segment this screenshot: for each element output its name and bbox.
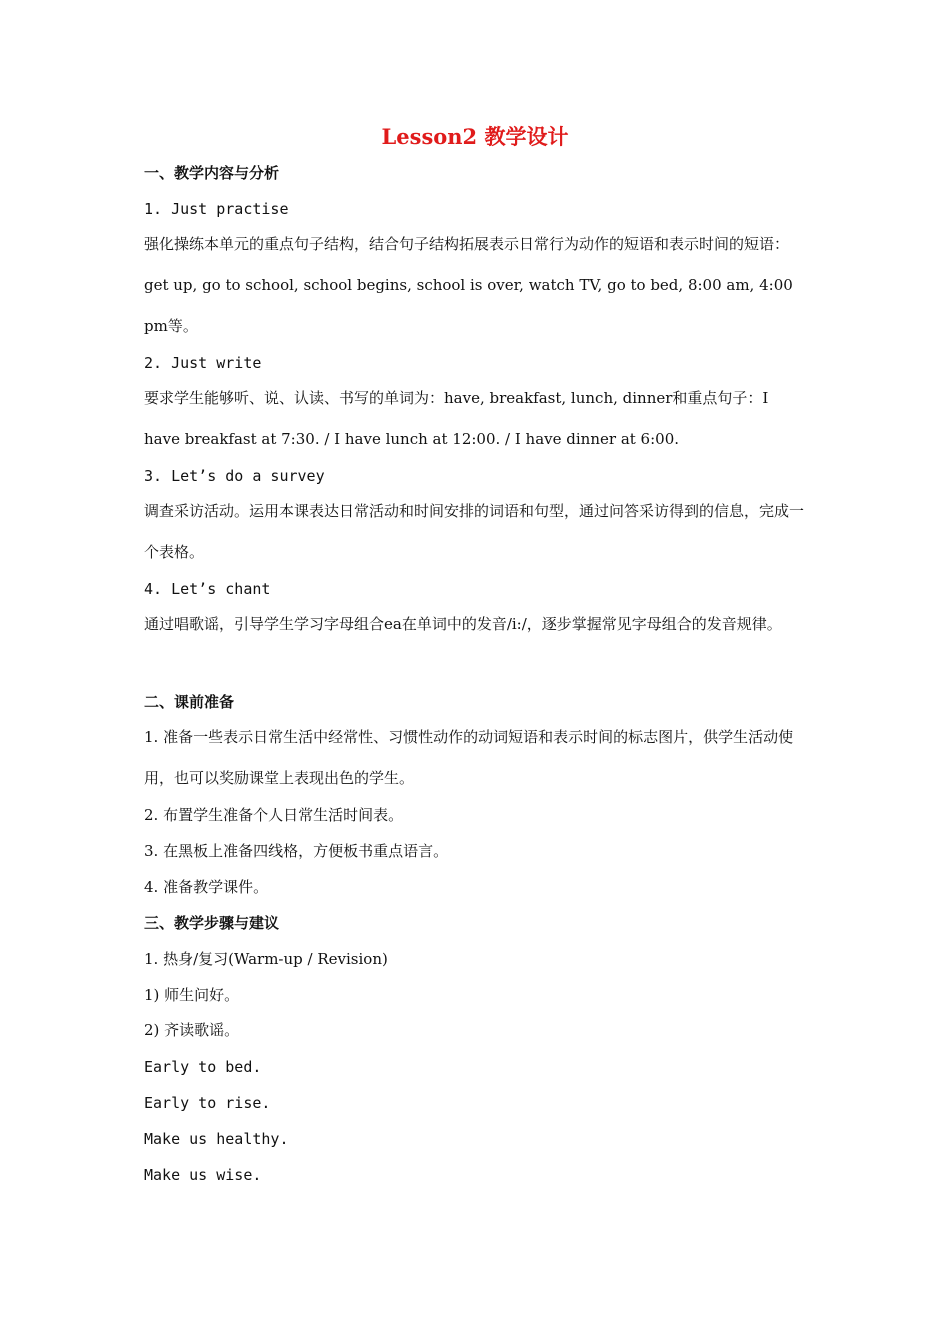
section1-item2-text: 要求学生能够听、说、认读、书写的单词为：have, breakfast, lunch, dinner和重点句子：I have breakfast at 7:30. / I have lunch at 12:00. / I have dinner at 6:00. <box>144 389 769 448</box>
section3-step1: 1. 热身/复习(Warm-up / Revision) <box>144 950 388 968</box>
section1-item1-text: 强化操练本单元的重点句子结构，结合句子结构拓展表示日常行为动作的短语和表示时间的短语：get up, go to school, school begins, school is over, watch TV, go to bed, 8:00 am, 4:00 pm等。 <box>144 235 793 335</box>
section1-heading: 一、教学内容与分析 <box>144 164 280 182</box>
section1-item4-text: 通过唱歌谣，引导学生学习字母组合ea在单词中的发音/i:/，逐步掌握常见字母组合的发音规律。 <box>144 615 782 633</box>
section3-sub1: 1) 师生问好。 <box>144 986 240 1004</box>
section1-item1-title: 1. Just practise <box>144 200 289 218</box>
chant-line: Make us healthy. <box>144 1130 289 1148</box>
chant-line: Early to rise. <box>144 1094 271 1112</box>
section3-heading: 三、教学步骤与建议 <box>144 914 280 932</box>
section2-item4: 4. 准备教学课件。 <box>144 878 269 896</box>
section2-item2: 2. 布置学生准备个人日常生活时间表。 <box>144 806 404 824</box>
section2-heading: 二、课前准备 <box>144 693 235 711</box>
section2-item1: 1. 准备一些表示日常生活中经常性、习惯性动作的动词短语和表示时间的标志图片，供学生活动使用，也可以奖励课堂上表现出色的学生。 <box>144 728 794 787</box>
section1-item3-title: 3. Let’s do a survey <box>144 467 325 485</box>
chant-line: Make us wise. <box>144 1166 262 1184</box>
section1-item4-title: 4. Let’s chant <box>144 580 271 598</box>
section2-item3: 3. 在黑板上准备四线格，方便板书重点语言。 <box>144 842 449 860</box>
document-title: Lesson2 教学设计 <box>381 124 569 149</box>
section3-sub2: 2) 齐读歌谣。 <box>144 1021 240 1039</box>
section1-item3-text: 调查采访活动。运用本课表达日常活动和时间安排的词语和句型，通过问答采访得到的信息，完成一个表格。 <box>144 502 805 561</box>
chant-line: Early to bed. <box>144 1058 262 1076</box>
section1-item2-title: 2. Just write <box>144 354 262 372</box>
